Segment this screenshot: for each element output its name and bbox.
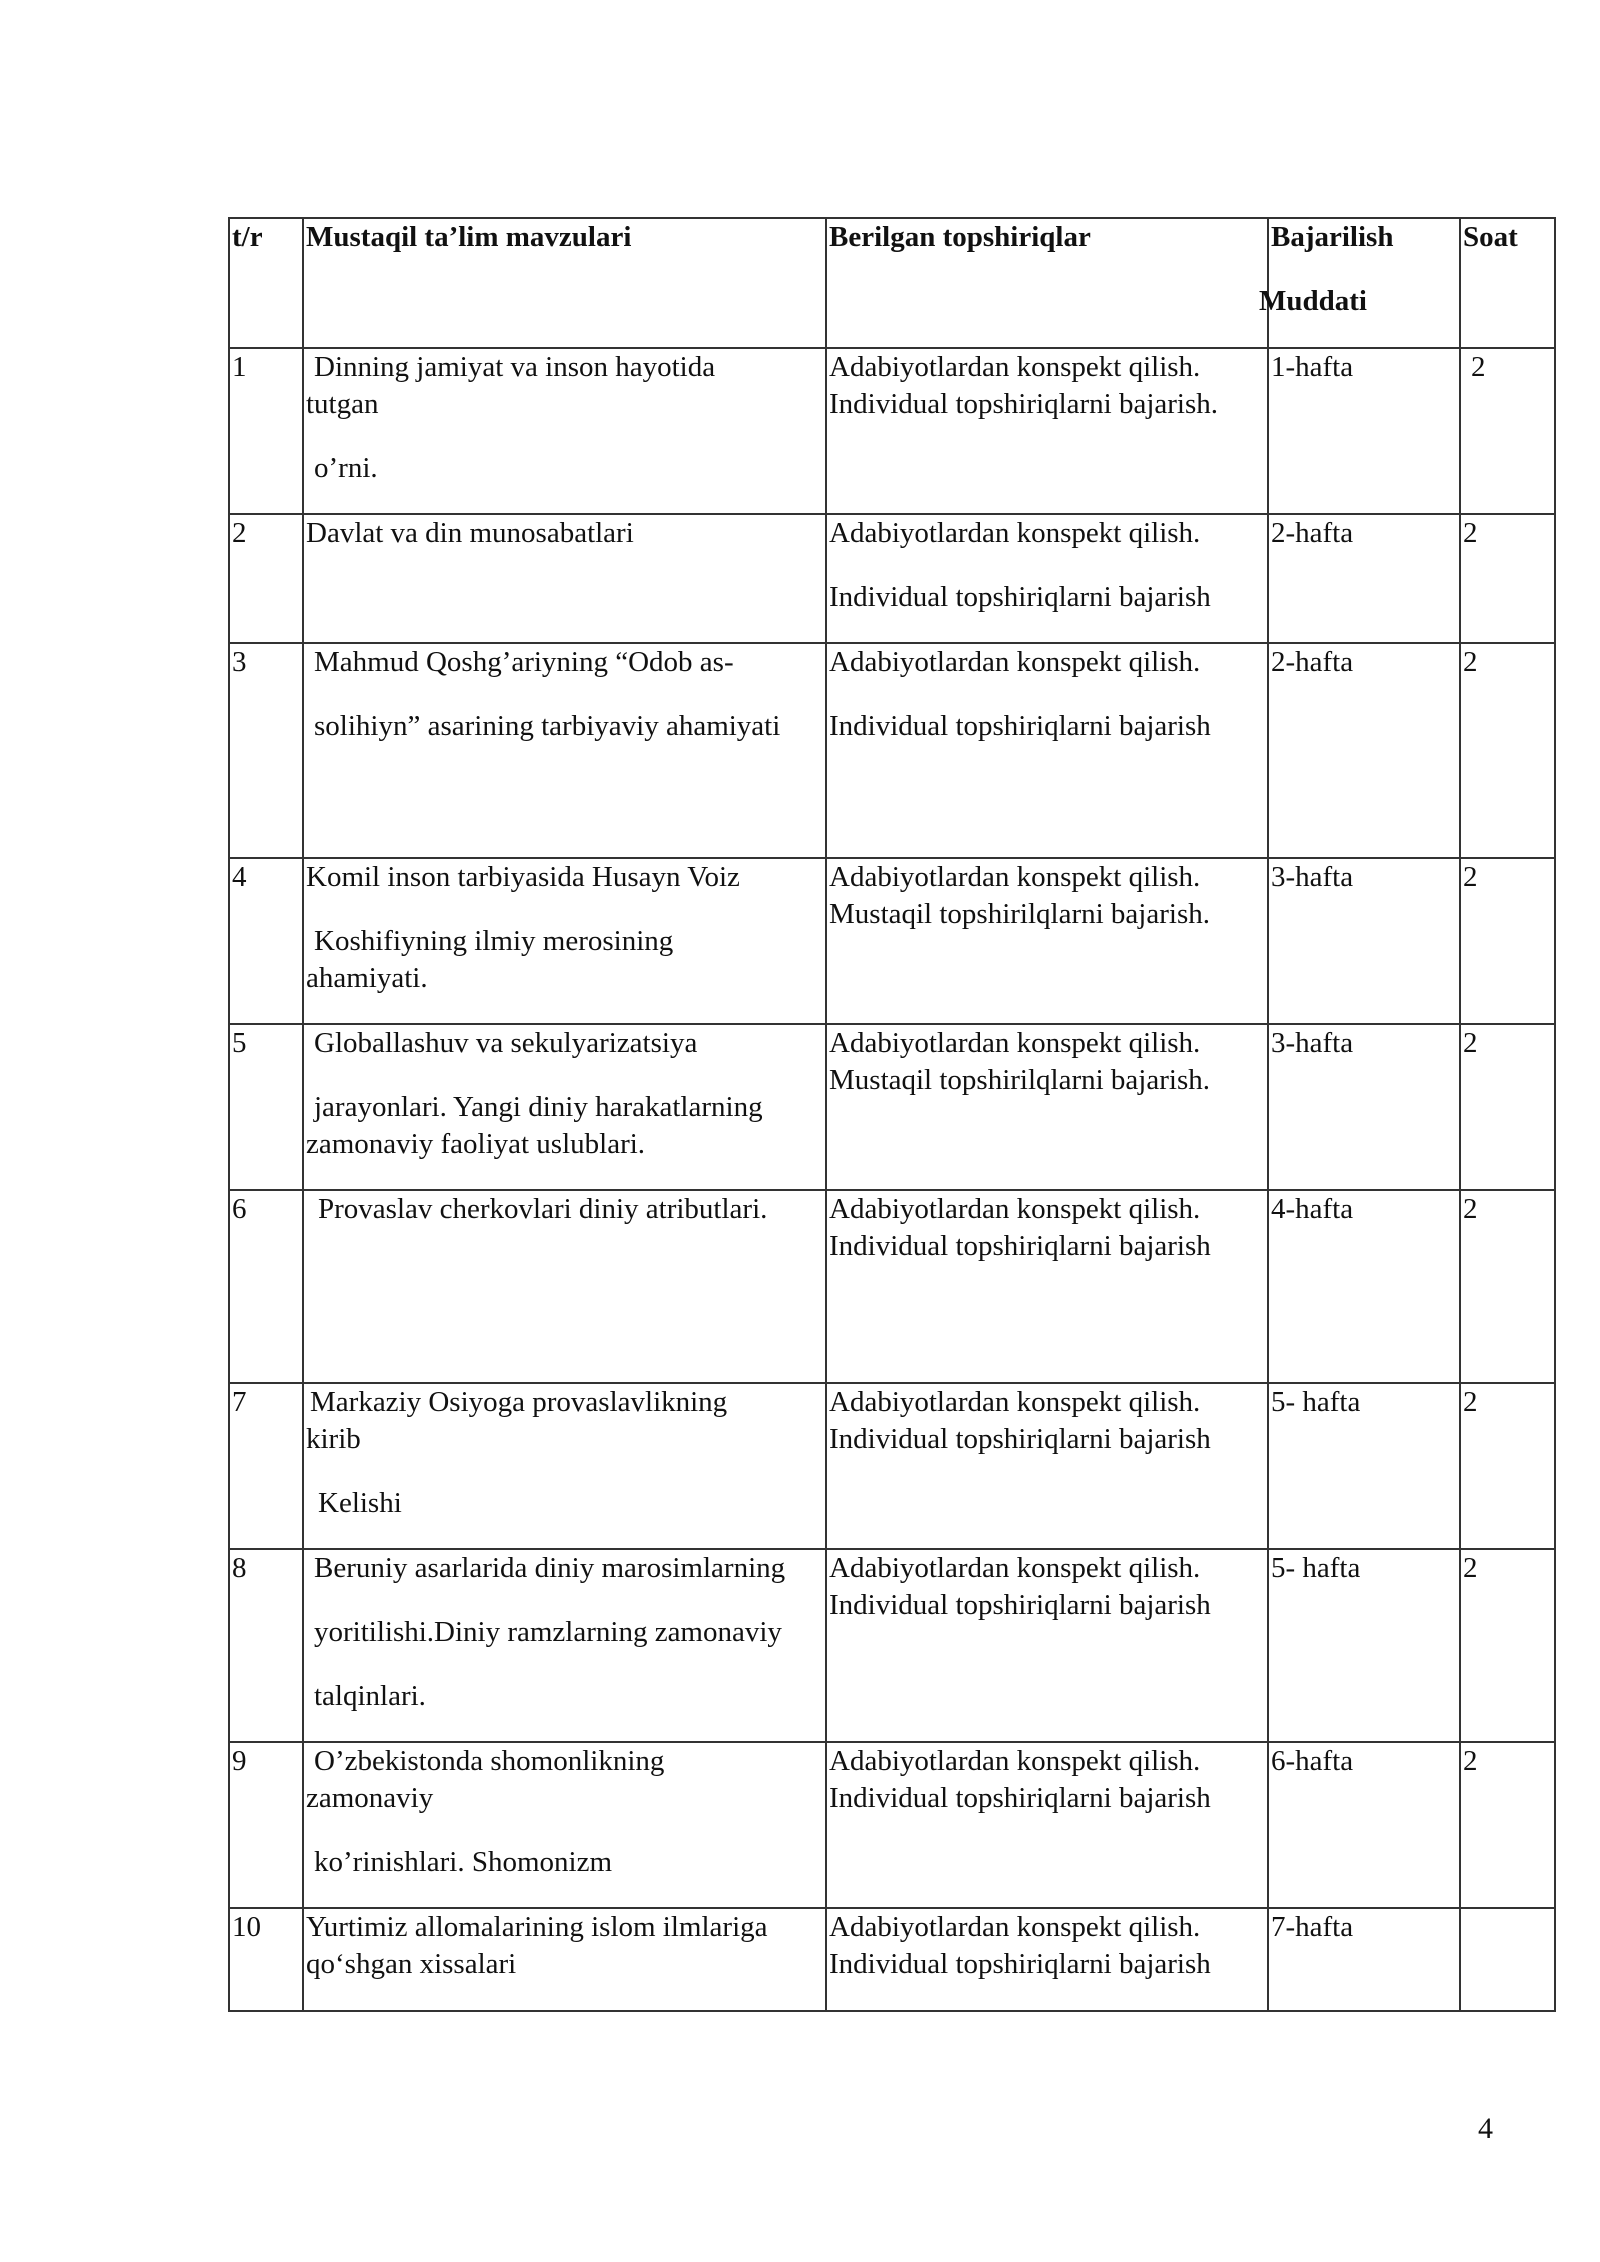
row-hours	[1460, 348, 1555, 514]
header-tasks: Berilgan topshiriqlar	[826, 218, 1268, 348]
header-deadline-line2: Muddati	[1259, 285, 1367, 317]
row-topic	[303, 1024, 826, 1190]
row-deadline: 5- hafta	[1268, 1383, 1460, 1549]
row-hours: 2	[1460, 1549, 1555, 1742]
row-topic	[303, 1190, 826, 1383]
row-hours: 2	[1460, 1190, 1555, 1383]
topic-line: zamonaviy faoliyat uslublari.	[306, 1128, 646, 1160]
topic-line: ahamiyati.	[306, 962, 428, 994]
row-topic	[303, 348, 826, 514]
task-line: Individual topshiriqlarni bajarish	[829, 1230, 1211, 1262]
row-number: 9	[229, 1742, 303, 1908]
table-row	[229, 1024, 1555, 1190]
row-number: 2	[229, 514, 303, 643]
row-topic	[303, 858, 826, 1024]
task-line: Adabiyotlardan konspekt qilish.	[829, 1386, 1201, 1418]
topic-line: Yurtimiz allomalarining islom ilmlariga	[306, 1911, 768, 1943]
row-deadline: 2-hafta	[1268, 514, 1460, 643]
row-topic	[303, 1908, 826, 2011]
table-header-row	[229, 218, 1555, 348]
topic-line: qo‘shgan xissalari	[306, 1948, 517, 1980]
row-hours: 2	[1460, 858, 1555, 1024]
topic-line: tutgan	[306, 388, 379, 420]
row-topic	[303, 514, 826, 643]
row-hours: 2	[1460, 1742, 1555, 1908]
topic-line: O’zbekistonda shomonlikning	[314, 1745, 665, 1777]
table-row	[229, 348, 1555, 514]
topic-line: o’rni.	[314, 452, 378, 484]
task-line: Individual topshiriqlarni bajarish	[829, 581, 1211, 613]
task-line: Adabiyotlardan konspekt qilish.	[829, 646, 1201, 678]
topic-line: solihiyn” asarining tarbiyaviy ahamiyati	[314, 710, 781, 742]
task-line: Adabiyotlardan konspekt qilish.	[829, 1552, 1201, 1584]
row-number: 3	[229, 643, 303, 858]
row-topic	[303, 1383, 826, 1549]
topic-line: Provaslav cherkovlari diniy atributlari.	[318, 1193, 768, 1225]
row-number: 7	[229, 1383, 303, 1549]
row-topic	[303, 1742, 826, 1908]
row-tasks	[826, 514, 1268, 643]
row-hours: 2	[1460, 643, 1555, 858]
topic-line: ko’rinishlari. Shomonizm	[314, 1846, 613, 1878]
row-deadline: 5- hafta	[1268, 1549, 1460, 1742]
row-number: 8	[229, 1549, 303, 1742]
row-number: 6	[229, 1190, 303, 1383]
row-topic	[303, 643, 826, 858]
row-number: 10	[229, 1908, 303, 2011]
task-line: Adabiyotlardan konspekt qilish.	[829, 1911, 1201, 1943]
task-line: Adabiyotlardan konspekt qilish.	[829, 1193, 1201, 1225]
row-deadline: 3-hafta	[1268, 858, 1460, 1024]
task-line: Individual topshiriqlarni bajarish	[829, 1948, 1211, 1980]
table-row	[229, 1190, 1555, 1383]
task-line: Individual topshiriqlarni bajarish	[829, 1589, 1211, 1621]
topic-line: Mahmud Qoshg’ariyning “Odob as-	[314, 646, 734, 678]
row-tasks	[826, 858, 1268, 1024]
row-hours: 2	[1460, 1024, 1555, 1190]
task-line: Mustaqil topshirilqlarni bajarish.	[829, 1064, 1210, 1096]
topic-line: Dinning jamiyat va inson hayotida	[314, 351, 716, 383]
row-number: 4	[229, 858, 303, 1024]
row-tasks	[826, 1908, 1268, 2011]
topic-line: yoritilishi.Diniy ramzlarning zamonaviy	[314, 1616, 782, 1648]
topic-line: jarayonlari. Yangi diniy harakatlarning	[314, 1091, 763, 1123]
row-tasks	[826, 1742, 1268, 1908]
task-line: Individual topshiriqlarni bajarish	[829, 710, 1211, 742]
hours-value: 2	[1471, 351, 1486, 383]
table-row	[229, 1383, 1555, 1549]
row-hours: 2	[1460, 1383, 1555, 1549]
table-row	[229, 1549, 1555, 1742]
topic-line: Davlat va din munosabatlari	[306, 517, 634, 549]
task-line: Adabiyotlardan konspekt qilish.	[829, 517, 1201, 549]
header-number: t/r	[229, 218, 303, 348]
header-deadline	[1259, 218, 1460, 348]
table-row	[229, 1742, 1555, 1908]
topic-line: kirib	[306, 1423, 361, 1455]
row-tasks	[826, 643, 1268, 858]
row-number: 1	[229, 348, 303, 514]
table-row	[229, 514, 1555, 643]
row-deadline: 2-hafta	[1268, 643, 1460, 858]
task-line: Adabiyotlardan konspekt qilish.	[829, 1027, 1201, 1059]
topic-line: Markaziy Osiyoga provaslavlikning	[310, 1386, 728, 1418]
topic-line: Koshifiyning ilmiy merosining	[314, 925, 674, 957]
topic-line: Komil inson tarbiyasida Husayn Voiz	[306, 861, 740, 893]
task-line: Individual topshiriqlarni bajarish	[829, 1423, 1211, 1455]
row-deadline: 4-hafta	[1268, 1190, 1460, 1383]
topic-line: zamonaviy	[306, 1782, 434, 1814]
row-deadline: 1-hafta	[1268, 348, 1460, 514]
row-deadline: 7-hafta	[1268, 1908, 1460, 2011]
topic-line: Globallashuv va sekulyarizatsiya	[314, 1027, 698, 1059]
row-deadline: 6-hafta	[1268, 1742, 1460, 1908]
row-deadline: 3-hafta	[1268, 1024, 1460, 1190]
row-tasks	[826, 1383, 1268, 1549]
table-row	[229, 1908, 1555, 2011]
topic-line: talqinlari.	[314, 1680, 426, 1712]
row-tasks	[826, 1190, 1268, 1383]
task-line: Adabiyotlardan konspekt qilish.	[829, 861, 1201, 893]
task-line: Mustaqil topshirilqlarni bajarish.	[829, 898, 1210, 930]
task-line: Individual topshiriqlarni bajarish	[829, 1782, 1211, 1814]
row-hours	[1460, 1908, 1555, 2011]
topic-line: Beruniy asarlarida diniy marosimlarning	[314, 1552, 786, 1584]
page-number: 4	[1478, 2112, 1493, 2145]
row-hours: 2	[1460, 514, 1555, 643]
row-tasks	[826, 348, 1268, 514]
row-tasks	[826, 1024, 1268, 1190]
row-topic	[303, 1549, 826, 1742]
topic-line: Kelishi	[318, 1487, 402, 1519]
task-line: Adabiyotlardan konspekt qilish.	[829, 351, 1201, 383]
table-row	[229, 858, 1555, 1024]
header-hours: Soat	[1460, 218, 1555, 348]
task-line: Adabiyotlardan konspekt qilish.	[829, 1745, 1201, 1777]
header-deadline-line1: Bajarilish	[1271, 221, 1394, 253]
header-topic: Mustaqil ta’lim mavzulari	[303, 218, 826, 348]
independent-study-table	[228, 217, 1556, 2012]
table-row	[229, 643, 1555, 858]
task-line: Individual topshiriqlarni bajarish.	[829, 388, 1219, 420]
row-tasks	[826, 1549, 1268, 1742]
row-number: 5	[229, 1024, 303, 1190]
